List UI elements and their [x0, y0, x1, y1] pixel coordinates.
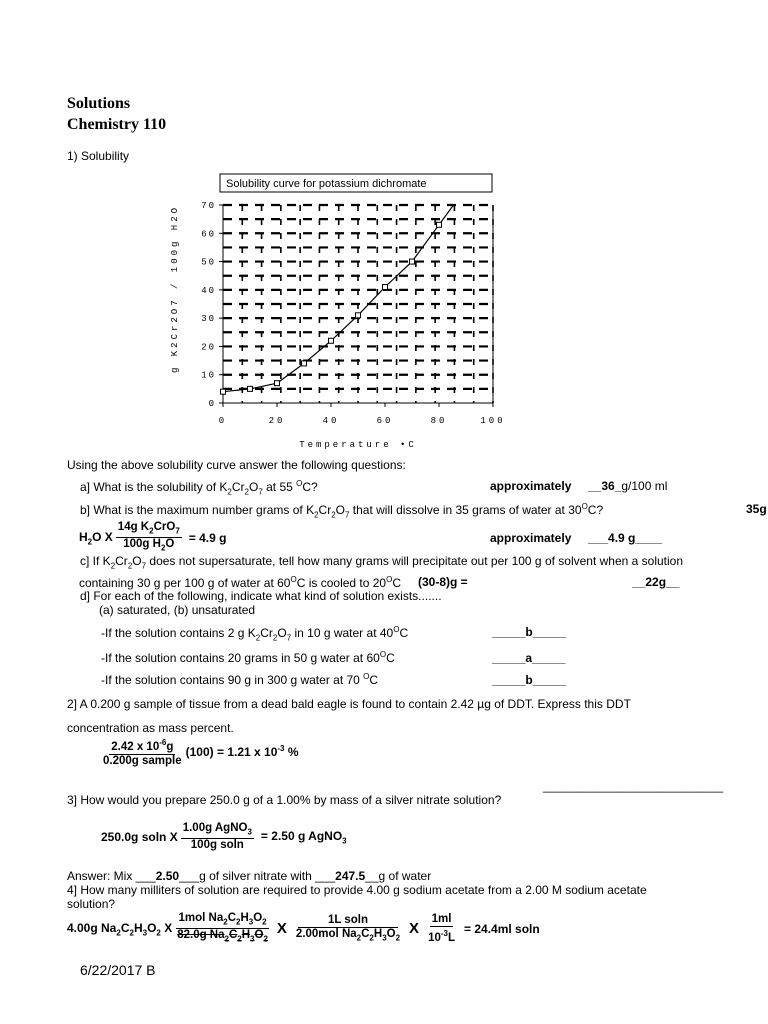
y-tick-label: 40 [201, 285, 216, 296]
data-point [383, 285, 388, 290]
q2-question: 2] A 0.200 g sample of tissue from a dead bald eagle is found to contain 2.42 µg of DDT. Express this DDT [67, 697, 631, 711]
x-tick-label: 100 [480, 416, 506, 426]
x-tick-label: 80 [430, 416, 448, 426]
q1d-question: d] For each of the following, indicate what kind of solution exists....... [80, 589, 442, 603]
page-title: Solutions [67, 95, 131, 112]
q1d-item-1: -If the solution contains 2 g $K_2Cr_2O_7$ in 10 g water at $40^OC$ [101, 625, 409, 643]
chart-title: Solubility curve for potassium dichromate [226, 178, 427, 190]
data-point [248, 386, 253, 391]
y-axis-label: g K2Cr2O7 / 100g H2O [170, 204, 180, 374]
q2-blank: ___________________________ [543, 779, 724, 793]
y-tick-label: 0 [208, 399, 216, 409]
data-point [437, 222, 442, 227]
x-tick-label: 20 [268, 416, 286, 426]
q1d-answer-3: _____b_____ [492, 673, 567, 687]
x-tick-label: 60 [376, 416, 394, 426]
q1c-question-2: containing 30 g per 100 g of water at $60^OC$ is cooled to $20^OC$ [79, 575, 402, 590]
q1-intro: Using the above solubility curve answer the following questions: [67, 458, 406, 472]
q1c-question: c] If $K_2Cr_2O_7$ does not supersaturate, tell how many grams will precipitate out per 100 g of solvent when a solution [80, 554, 684, 571]
y-tick-label: 70 [201, 201, 216, 211]
q2-work: $\frac{2.42 x 10^{-6}g}{\text{0.200g sample}}$ (100) = 1.21 x $10^{-3}$ % [103, 738, 299, 767]
data-point [410, 259, 415, 264]
solubility-chart [160, 165, 530, 455]
q1a-question: a] What is the solubility of $K_2Cr_2O_7$ at 55 $^O$C? [80, 479, 318, 497]
q1d-answer-1: _____b_____ [492, 625, 567, 639]
y-tick-label: 50 [201, 257, 216, 268]
data-point [356, 313, 361, 318]
q1d-item-3: -If the solution contains 90 g in 300 g water at 70 $^O$C [101, 672, 379, 687]
q3-answer: Answer: Mix ___2.50___g of silver nitrate with ___247.5__g of water [67, 869, 432, 883]
q1b-work: $H_2O$ X $\frac{14g K_2CrO_7}{100g H_2O}$ = 4.9 g [79, 521, 227, 553]
data-point [329, 338, 334, 343]
data-point [302, 361, 307, 366]
page-subtitle: Chemistry 110 [67, 116, 167, 133]
y-tick-label: 60 [201, 229, 216, 240]
q1a-answer: __36_g/100 ml [588, 479, 668, 493]
x-axis-label: Temperature •C [299, 440, 417, 450]
q1c-work: (30-8)g = [418, 575, 468, 589]
data-point [221, 389, 226, 394]
x-tick-label: 40 [322, 416, 340, 426]
x-tick-label: 0 [218, 416, 228, 426]
q1c-answer: __22g__ [632, 575, 680, 589]
q4-work: 4.00g $Na_2C_2H_3O_2$ X $\frac{1mol Na_2C_2H_3O_2}{82.0g Na_2C_2H_3O_2}$ X $\frac{\text{1L soln}}{2.00mol Na_2C_2H_3O_2}$ X $\frac{1ml}{10^{-3}L}$ = 24.4ml soln [67, 912, 540, 944]
q1b-answer-label: approximately [490, 531, 572, 545]
q1d-item-2: -If the solution contains 20 grams in 50 g water at $60^OC$ [101, 650, 395, 665]
q4-question-2: solution? [67, 897, 116, 911]
q1-label: 1) Solubility [67, 149, 130, 163]
q3-question: 3] How would you prepare 250.0 g of a 1.00% by mass of a silver nitrate solution? [67, 793, 502, 807]
data-point [275, 381, 280, 386]
footer-date: 6/22/2017 B [80, 962, 156, 978]
y-tick-label: 10 [201, 370, 216, 381]
y-tick-label: 30 [201, 314, 216, 325]
q4-question: 4] How many milliters of solution are required to provide 4.00 g sodium acetate from a 2.00 M sodium acetate [67, 883, 647, 897]
q1d-options: (a) saturated, (b) unsaturated [99, 603, 256, 617]
q1b-answer: ___4.9 g____ [588, 531, 663, 545]
q1b-question: b] What is the maximum number grams of $K_2Cr_2O_7$ that will dissolve in 35 grams of water at $30^OC$? [80, 502, 604, 520]
q1d-answer-2: _____a_____ [492, 651, 566, 665]
q1a-answer-label: approximately [490, 479, 572, 493]
y-tick-label: 20 [201, 342, 216, 353]
q3-work: 250.0g soln X $\frac{1.00g AgNO_3}{\text{100g soln}}$ = 2.50 g AgNO$_3$ [101, 822, 347, 852]
q1b-right: 35g [746, 502, 767, 516]
q2-question-2: concentration as mass percent. [67, 721, 234, 735]
